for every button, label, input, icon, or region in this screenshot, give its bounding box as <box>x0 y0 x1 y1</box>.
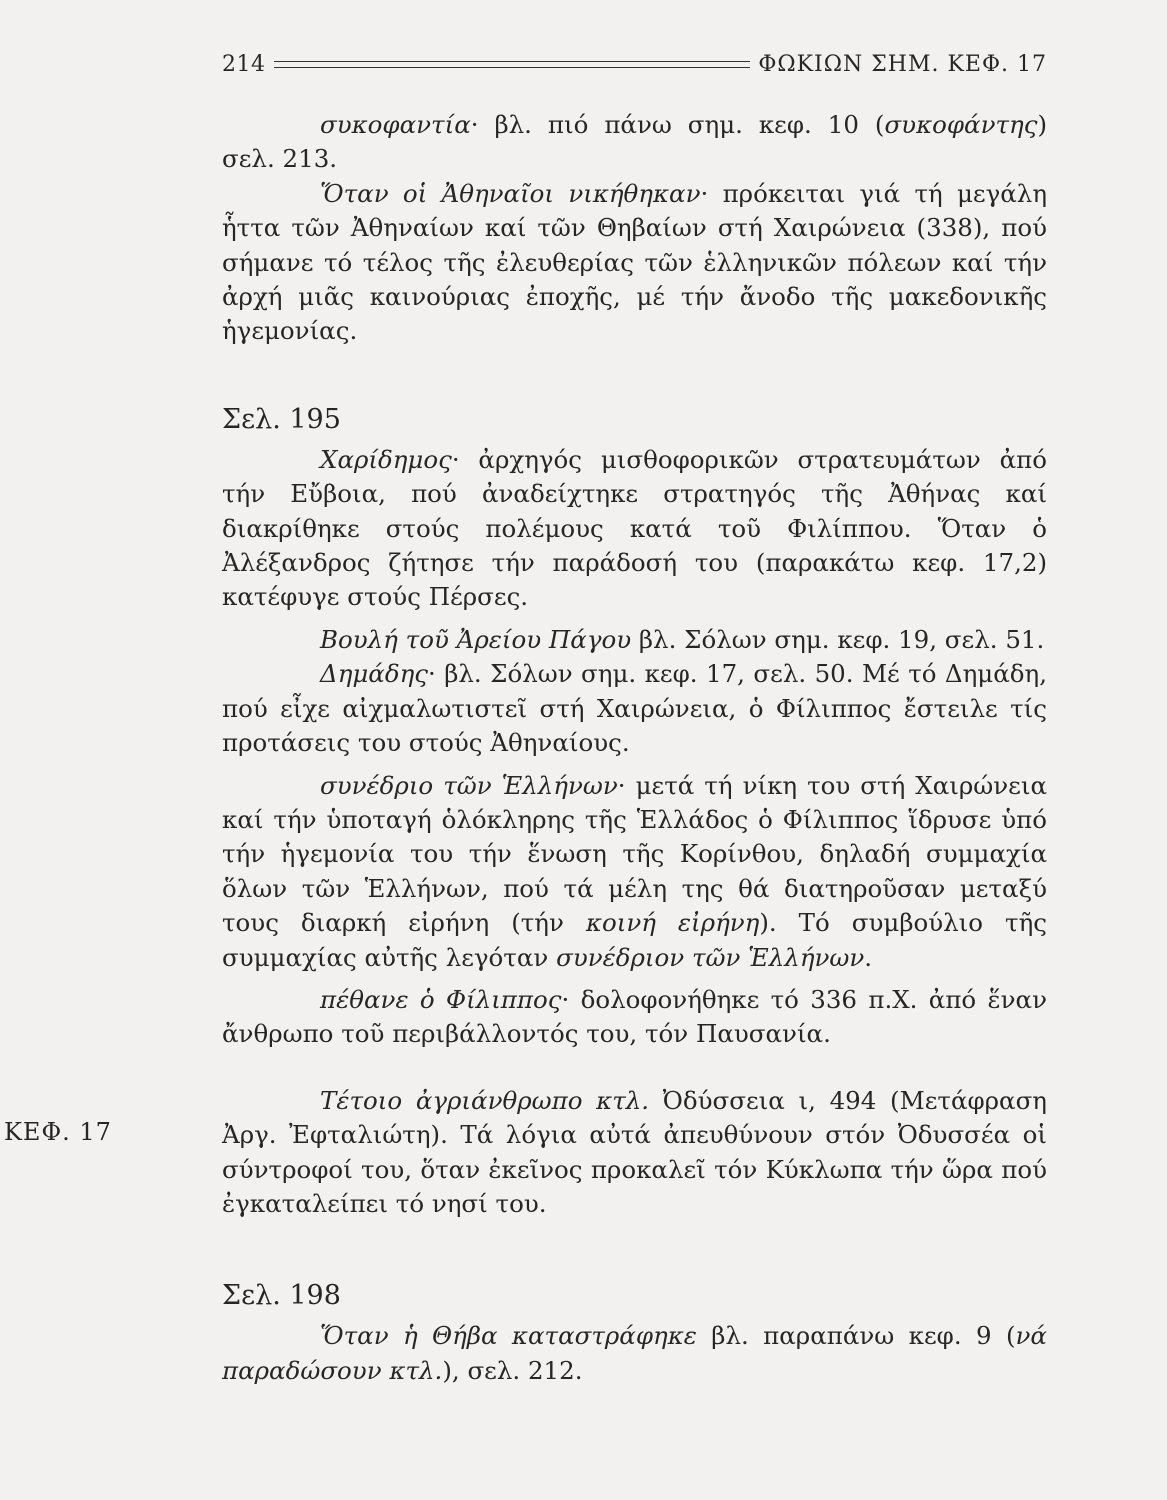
entry-term: Δημάδης <box>320 659 428 689</box>
page-header <box>222 44 1047 84</box>
entry-vouli <box>222 623 1047 657</box>
entry-text: · βλ. πιό πάνω σημ. κεφ. 10 ( <box>470 110 885 139</box>
entry-sykofantia <box>222 108 1047 177</box>
margin-note: ΚΕΦ. 17 <box>4 1118 112 1146</box>
entry-pethane <box>222 983 1047 1052</box>
entry-term: Βουλή τοῦ Ἀρείου Πάγου <box>320 624 632 654</box>
entry-term: Τέτοιο ἀγριάνθρωπο κτλ. <box>320 1085 650 1115</box>
section-heading-195: Σελ. 195 <box>222 403 341 435</box>
entry-text: · πρόκειται γιά τή μεγάλη ἧττα τῶν Ἀθηναίων καί τῶν Θηβαίων στή Χαιρώνεια (338), πού σήμανε τό τέλος τῆς ἐλευθερίας τῶν ἑλληνικῶν πόλεων καί τήν ἀρχή μιᾶς καινούριας ἐποχῆς, μέ τήν ἄνοδο τῆς μακεδονικῆς ἡγεμονίας. <box>222 178 1048 346</box>
entry-text: ). Τό συμβούλιο τῆς συμμαχίας αὐτῆς λεγόταν <box>222 908 1047 972</box>
entry-otan-athenaioi <box>222 177 1047 349</box>
entry-ref-term: συκοφάντης <box>884 110 1038 139</box>
entry-charidemos <box>222 443 1047 615</box>
commentary-text <box>222 108 1047 1388</box>
page-number: 214 <box>222 51 266 77</box>
entry-term: πέθανε ὁ Φίλιππος <box>320 984 562 1014</box>
entry-term: Ὅταν ἡ Θήβα καταστράφηκε <box>320 1321 697 1351</box>
section-heading-198: Σελ. 198 <box>222 1280 341 1312</box>
entry-text: Ὀδύσσεια ι, 494 (Μετάφραση Ἀργ. Ἐφταλιώτη). Τά λόγια αὐτά ἀπευθύνουν στόν Ὀδυσσέα οἱ σύντροφοί του, ὅταν ἐκεῖνος προκαλεῖ τόν Κύκλωπα τήν ὥρα πού ἐγκαταλείπει τό νησί του. <box>222 1085 1047 1218</box>
entry-term: συνέδριο τῶν Ἑλλήνων <box>320 770 618 800</box>
running-head: ΦΩΚΙΩΝ ΣΗΜ. ΚΕΦ. 17 <box>758 51 1047 77</box>
entry-text: ), σελ. 212. <box>442 1355 583 1385</box>
entry-tetoio <box>222 1084 1047 1222</box>
entry-text: · μετά τή νίκη του στή Χαιρώνεια καί τήν ὑποταγή ὁλόκληρης τῆς Ἑλλάδος ὁ Φίλιππος ἵδρυσε ὑπό τήν ἡγεμονία του τήν ἕνωση τῆς Κορίνθου, δηλαδή συμμαχία ὅλων τῶν Ἑλλήνων, πού τά μέλη της θά διατηροῦσαν μεταξύ τους διαρκή εἰρήνη (τήν <box>222 770 1047 938</box>
entry-term: Ὅταν οἱ Ἀθηναῖοι νικήθηκαν <box>320 178 701 208</box>
header-double-rule <box>274 61 751 68</box>
entry-emphasis: συνέδριον τῶν Ἑλλήνων <box>556 942 865 972</box>
entry-text: · ἀρχηγός μισθοφορικῶν στρατευμάτων ἀπό τήν Εὔβοια, πού ἀναδείχτηκε στρατηγός τῆς Ἀθήνας καί διακρίθηκε στούς πολέμους κατά τοῦ Φιλίππου. Ὅταν ὁ Ἀλέξανδρος ζήτησε τήν παράδοσή του (παρακάτω κεφ. 17,2) κατέφυγε στούς Πέρσες. <box>222 444 1047 612</box>
entry-text: βλ. Σόλων σημ. κεφ. 19, σελ. 51. <box>631 624 1045 654</box>
entry-emphasis: νά παραδώσουν κτλ. <box>222 1321 1047 1385</box>
entry-otan-thiva <box>222 1319 1047 1388</box>
entry-term: Χαρίδημος <box>320 444 452 474</box>
entry-synedrio <box>222 769 1047 975</box>
entry-text: βλ. παραπάνω κεφ. 9 ( <box>696 1321 1016 1351</box>
entry-text: · βλ. Σόλων σημ. κεφ. 17, σελ. 50. Μέ τό Δημάδη, πού εἶχε αἰχμαλωτιστεῖ στή Χαιρώνεια, ὁ Φίλιππος ἔστειλε τίς προτάσεις του στούς Ἀθηναίους. <box>222 659 1047 758</box>
entry-emphasis: κοινή εἰρήνη <box>585 908 760 938</box>
entry-dimadis <box>222 657 1047 760</box>
entry-text: . <box>864 942 873 972</box>
entry-term: συκοφαντία <box>320 110 471 139</box>
entry-text: ) σελ. 213. <box>222 110 1047 174</box>
entry-text: · δολοφονήθηκε τό 336 π.Χ. ἀπό ἕναν ἄνθρωπο τοῦ περιβάλλοντός του, τόν Παυσανία. <box>222 984 1047 1049</box>
